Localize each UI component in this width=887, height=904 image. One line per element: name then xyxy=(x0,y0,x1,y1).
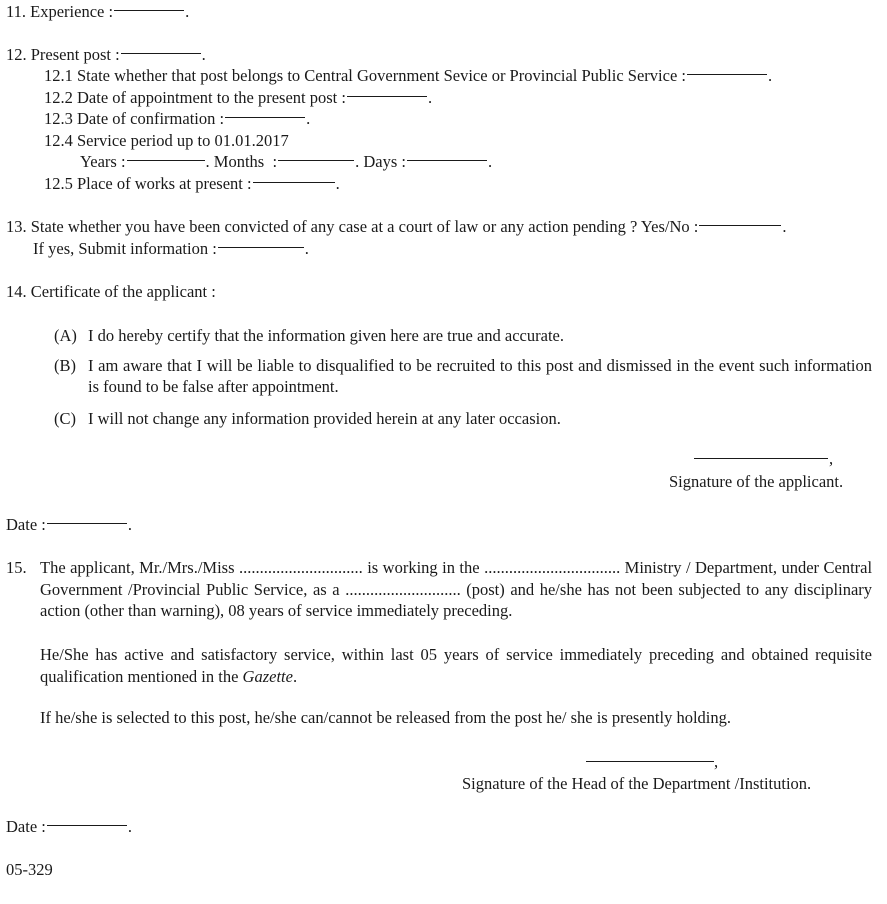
present-post-blank[interactable] xyxy=(121,53,201,54)
appointment-date-blank[interactable] xyxy=(347,96,427,97)
item-b-label: (B) xyxy=(54,356,76,375)
experience-blank[interactable] xyxy=(114,10,184,11)
ministry-blank[interactable]: ................................. xyxy=(484,558,621,577)
certificate-heading: 14. Certificate of the applicant : xyxy=(6,282,216,301)
head-signature-comma: , xyxy=(714,752,719,771)
place-of-work-blank[interactable] xyxy=(253,182,335,183)
date-blank-applicant[interactable] xyxy=(47,523,127,524)
present-post-label: 12. Present post : xyxy=(6,45,120,64)
conviction-blank[interactable] xyxy=(699,225,781,226)
item-c-label: (C) xyxy=(54,409,76,428)
applicant-signature-line[interactable] xyxy=(694,458,828,459)
service-type-line: 12.1 State whether that post belongs to Central Government Sevice or Provincial Public Service : . xyxy=(44,66,773,85)
release-paragraph: If he/she is selected to this post, he/she can/cannot be released from the post he/ she is presently holding. xyxy=(40,708,731,727)
satisfactory-service-paragraph: He/She has active and satisfactory service, within last 05 years of service immediately preceding and obtained requisite qualification mentioned in the Gazette. xyxy=(40,645,872,686)
service-type-blank[interactable] xyxy=(687,74,767,75)
years-label: Years : xyxy=(80,152,126,171)
certificate-item-b xyxy=(54,355,872,397)
certificate-item-a xyxy=(54,325,872,346)
section-15-number: 15. xyxy=(6,558,27,577)
certificate-item-c xyxy=(54,408,872,429)
present-post-line: 12. Present post : . xyxy=(6,45,206,64)
conviction-line: 13. State whether you have been convicted of any case at a court of law or any action pending ? Yes/No : . xyxy=(6,217,787,236)
date-blank-head[interactable] xyxy=(47,825,127,826)
submit-info-label: If yes, Submit information : xyxy=(33,239,217,258)
date-label: Date : xyxy=(6,817,46,836)
head-signature-label: Signature of the Head of the Department /Institution. xyxy=(462,774,812,793)
date-label: Date : xyxy=(6,515,46,534)
appointment-date-label: 12.2 Date of appointment to the present post : xyxy=(44,88,346,107)
service-period-heading: 12.4 Service period up to 01.01.2017 xyxy=(44,131,289,150)
item-c-text: I will not change any information provided herein at any later occasion. xyxy=(88,409,561,428)
submit-info-line: If yes, Submit information : . xyxy=(33,239,309,258)
submit-info-blank[interactable] xyxy=(218,247,304,248)
applicant-signature-label: Signature of the applicant. xyxy=(669,472,844,491)
months-label: . Months xyxy=(205,152,265,171)
service-period-line: Years : . Months : . Days : . xyxy=(80,152,493,171)
confirmation-date-label: 12.3 Date of confirmation : xyxy=(44,109,225,128)
years-blank[interactable] xyxy=(127,160,205,161)
item-a-label: (A) xyxy=(54,326,77,345)
days-label: . Days : xyxy=(355,152,406,171)
confirmation-date-blank[interactable] xyxy=(225,117,305,118)
service-type-label: 12.1 State whether that post belongs to Central Government Sevice or Provincial Public Service : xyxy=(44,66,686,85)
head-certification-paragraph: The applicant, Mr./Mrs./Miss .............................. is working in the ................................. Ministry / Department, under Central Government /Provincial Public Service, as a ............................ (post) and he/she has not been subjected to any disciplinary action (other than warning), 08 years of service immediately preceding. xyxy=(40,558,873,620)
place-of-work-line: 12.5 Place of works at present : . xyxy=(44,174,340,193)
conviction-label: 13. State whether you have been convicted of any case at a court of law or any action pending ? Yes/No : xyxy=(6,217,699,236)
experience-label: 11. Experience : xyxy=(6,2,114,21)
months-blank[interactable] xyxy=(278,160,354,161)
applicant-signature-comma: , xyxy=(829,449,834,468)
date-line-head: Date : . xyxy=(6,817,132,836)
post-blank[interactable]: ............................ xyxy=(345,579,461,599)
date-line-applicant: Date : . xyxy=(6,515,132,534)
head-signature-line[interactable] xyxy=(586,761,714,762)
place-of-work-label: 12.5 Place of works at present : xyxy=(44,174,252,193)
confirmation-date-line: 12.3 Date of confirmation : . xyxy=(44,109,311,128)
page-code: 05-329 xyxy=(6,860,53,879)
item-b-text: I am aware that I will be liable to disqualified to be recruited to this post and dismissed in the event such information is found to be false after appointment. xyxy=(88,356,872,396)
item-a-text: I do hereby certify that the information given here are true and accurate. xyxy=(88,326,564,345)
applicant-name-blank[interactable]: .............................. xyxy=(239,558,363,577)
days-blank[interactable] xyxy=(407,160,487,161)
appointment-date-line: 12.2 Date of appointment to the present post : . xyxy=(44,88,433,107)
gazette-text: Gazette xyxy=(242,666,293,686)
experience-line: 11. Experience : . xyxy=(6,2,190,21)
